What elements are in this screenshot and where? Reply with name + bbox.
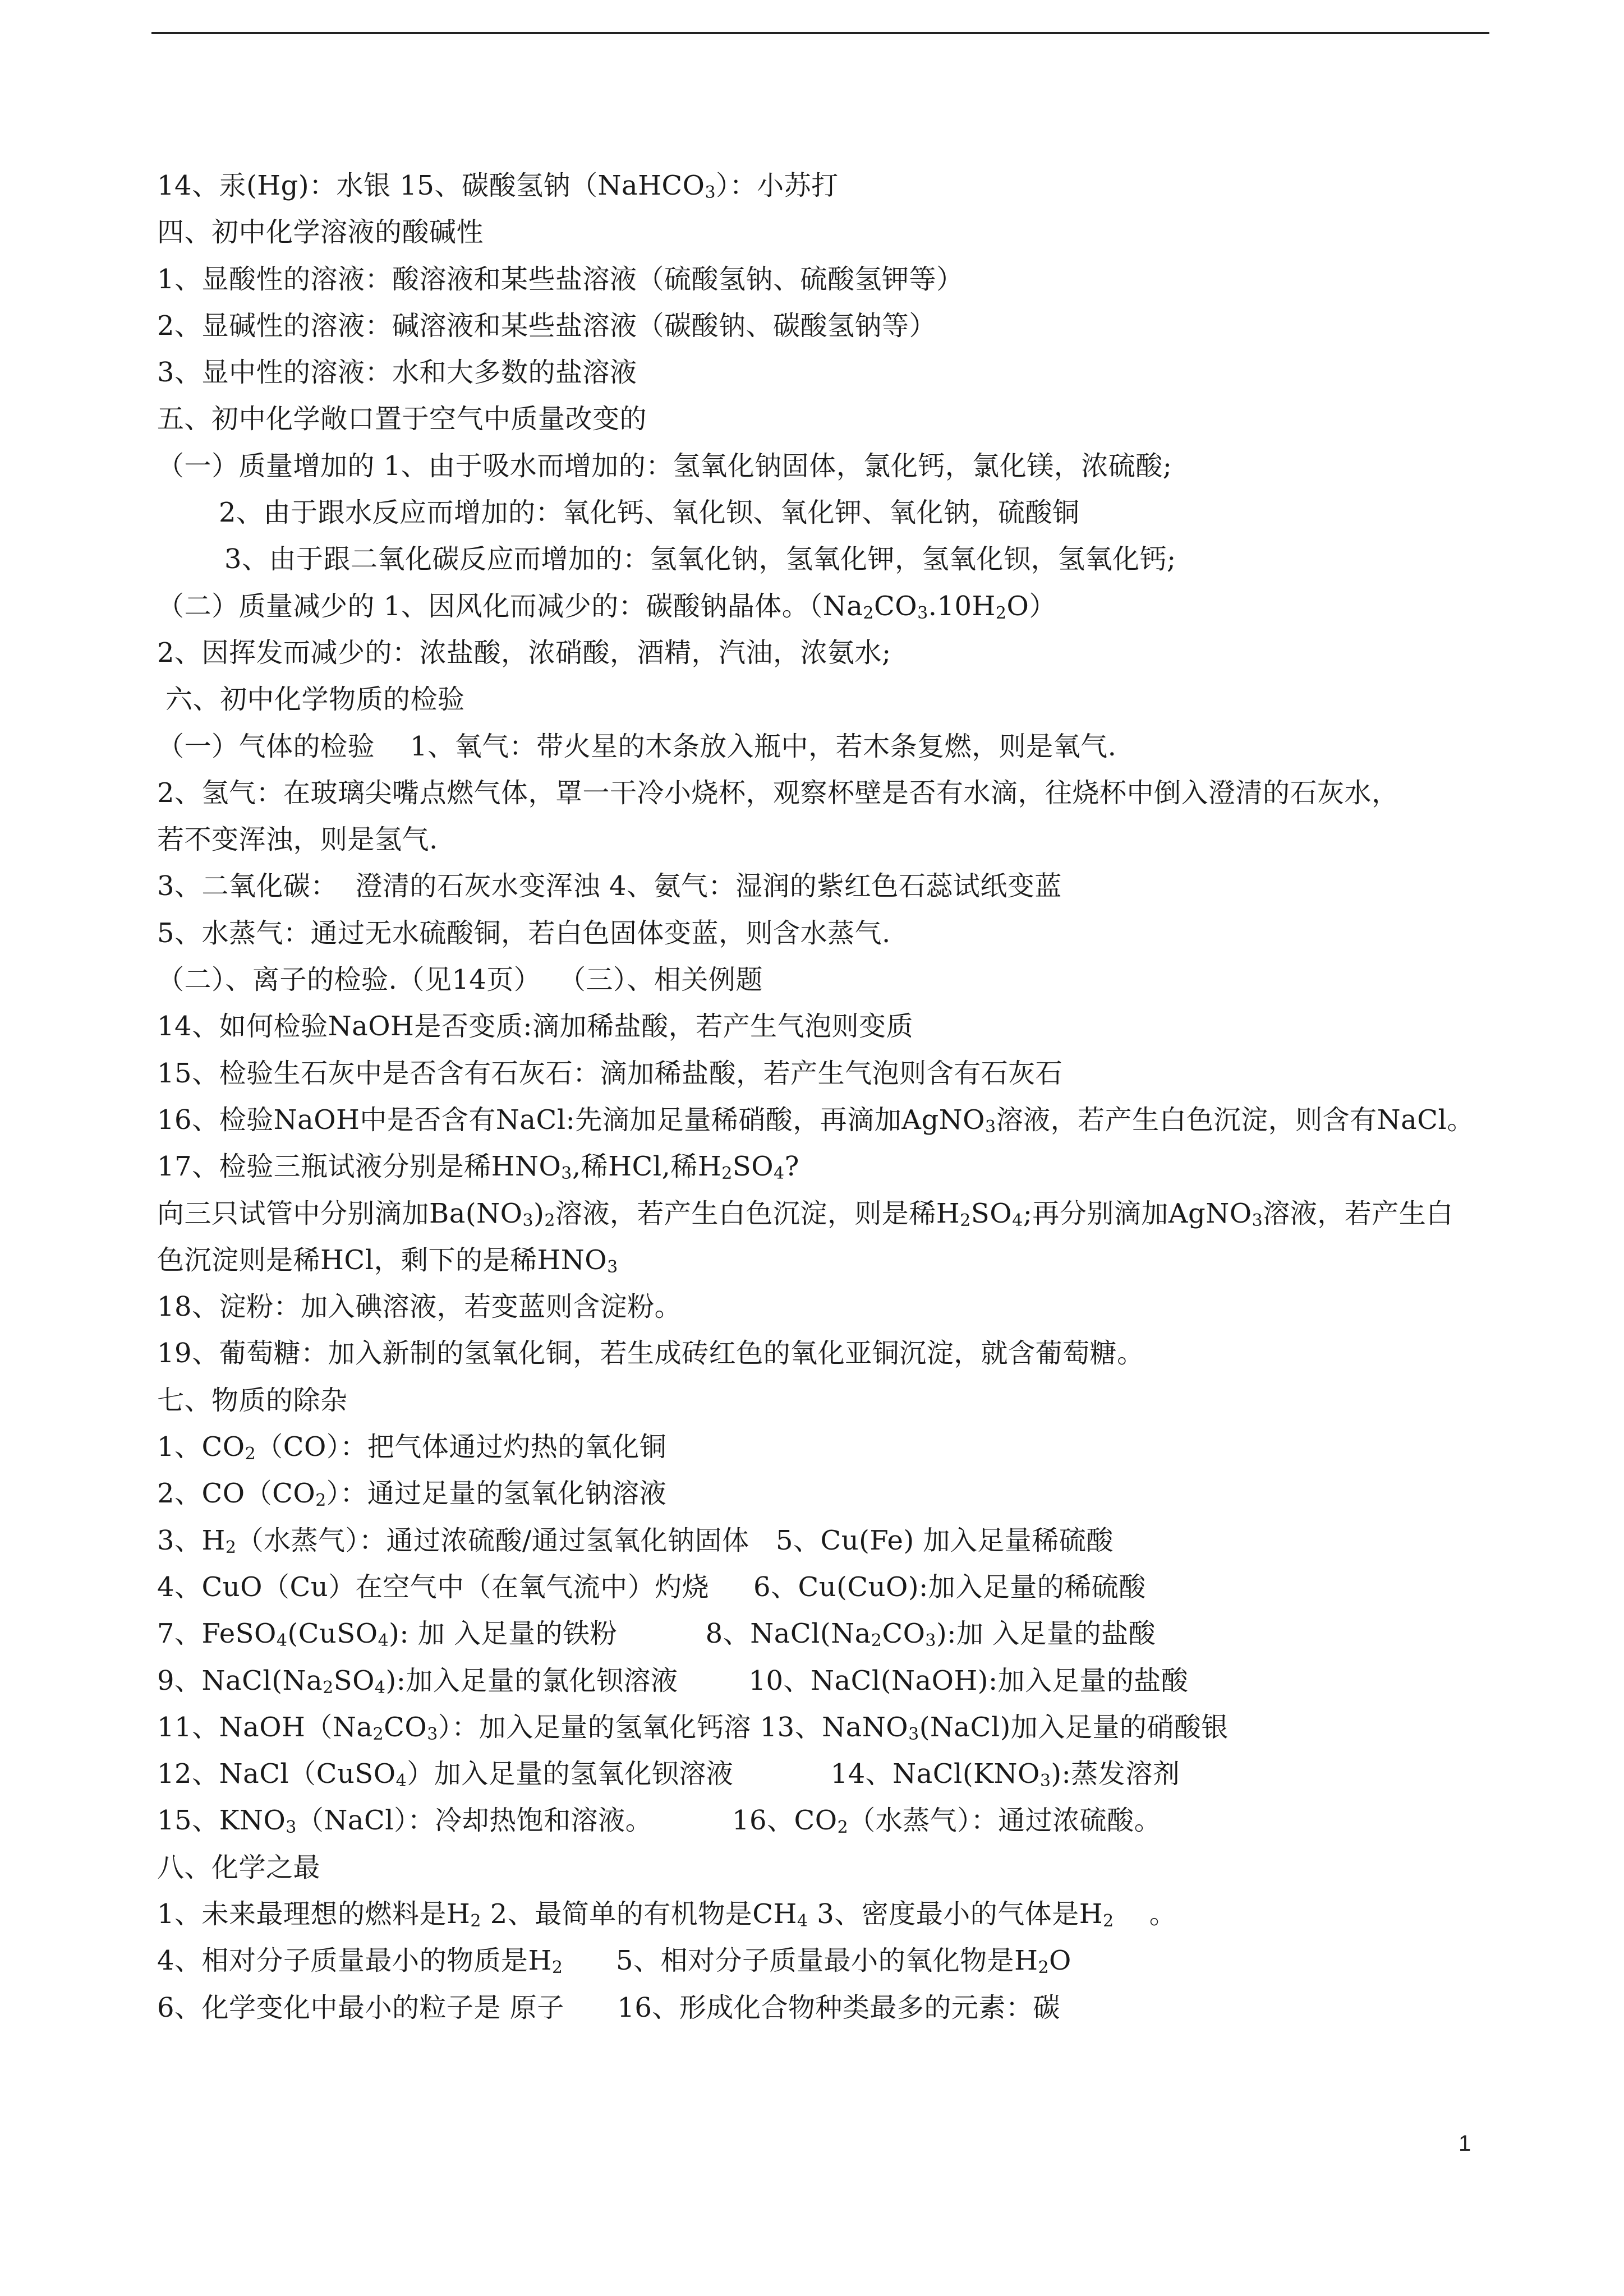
text-line: 六、初中化学物质的检验 (165, 684, 465, 716)
text-line: 15、检验生石灰中是否含有石灰石：滴加稀盐酸，若产生气泡则含有石灰石 (157, 1057, 1063, 1089)
document-body (157, 163, 1503, 2031)
text-line: 11、$NaOH(Na_2CO_3)$：加入足量的氢氧化钙溶 13、NaNO$_3$(NaCl)加入足量的硝酸银 (157, 1711, 1229, 1744)
text-line: 14、如何检验NaOH是否变质:滴加稀盐酸，若产生气泡则变质 (157, 1011, 914, 1043)
text-line: 3、显中性的溶液：水和大多数的盐溶液 (157, 357, 637, 389)
text-line: 五、初中化学敞口置于空气中质量改变的 (157, 403, 647, 435)
text-line: 八、化学之最 (157, 1851, 321, 1883)
text-line: 色沉淀则是稀HCl，剩下的是稀$HNO_3$ (157, 1244, 618, 1277)
text-line: 6、化学变化中最小的粒子是 原子 16、形成化合物种类最多的元素：碳 (157, 1991, 1060, 2023)
text-line: 1、未来最理想的燃料是$H_2$ 2、最简单的有机物是$CH_4$ 3、密度最小的气体是$H_2$ 。 (157, 1898, 1177, 1931)
text-line: 4、CuO（Cu）在空气中（在氧气流中）灼烧 6、Cu(CuO):加入足量的稀硫酸 (157, 1571, 1146, 1603)
text-line: （二）质量减少的 1、因风化而减少的：碳酸钠晶体。$(Na_2CO_3.10H_2O)$ (157, 590, 1056, 623)
text-line: 2、$CO(CO_2)$：通过足量的氢氧化钠溶液 (157, 1478, 667, 1511)
text-line: 2、因挥发而减少的：浓盐酸，浓硝酸，酒精，汽油，浓氨水; (157, 637, 891, 668)
text-line: 5、水蒸气：通过无水硫酸铜，若白色固体变蓝，则含水蒸气. (157, 917, 891, 949)
page-number: 1 (1459, 2131, 1471, 2156)
text-line: 2、由于跟水反应而增加的：氧化钙、氧化钡、氧化钾、氧化钠，硫酸铜 (219, 497, 1080, 529)
text-line: （一）质量增加的 1、由于吸水而增加的：氢氧化钠固体，氯化钙，氯化镁，浓硫酸; (157, 450, 1172, 482)
text-line: 16、检验NaOH中是否含有NaCl:先滴加足量稀硝酸，再滴加AgNO$_3$溶液，若产生白色沉淀，则含有NaCl。 (157, 1104, 1474, 1137)
text-line: 9、$NaCl(Na_2SO_4)$:加入足量的氯化钡溶液 10、NaCl(NaOH):加入足量的盐酸 (157, 1665, 1189, 1698)
text-line: 4、相对分子质量最小的物质是$H_2$ 5、相对分子质量最小的氧化物是$H_2O$ (157, 1945, 1071, 1978)
text-line: 7、FeSO$_4$(CuSO$_4$): 加 入足量的铁粉 8、$NaCl(Na_2CO_3)$:加 入足量的盐酸 (157, 1618, 1156, 1651)
text-line: 12、NaCl（CuSO$_4$）加入足量的氢氧化钡溶液 14、$NaCl(KNO_3)$:蒸发溶剂 (157, 1758, 1180, 1791)
text-line: （一）气体的检验 1、氧气：带火星的木条放入瓶中，若木条复燃，则是氧气. (157, 730, 1117, 762)
text-line: 1、显酸性的溶液：酸溶液和某些盐溶液（硫酸氢钠、硫酸氢钾等） (157, 263, 964, 295)
text-line: 2、氢气：在玻璃尖嘴点燃气体，罩一干冷小烧杯，观察杯壁是否有水滴，往烧杯中倒入澄清的石灰水， (157, 777, 1399, 809)
text-line: 19、葡萄糖：加入新制的氢氧化铜，若生成砖红色的氧化亚铜沉淀，就含葡萄糖。 (157, 1338, 1144, 1370)
text-line: 15、$KNO_3(NaCl)$：冷却热饱和溶液。 16、$CO_2$（水蒸气）：通过浓硫酸。 (157, 1805, 1162, 1838)
text-line: 3、二氧化碳： 澄清的石灰水变浑浊 4、氨气：湿润的紫红色石蕊试纸变蓝 (157, 870, 1062, 902)
text-line: （二）、离子的检验.（见14页） （三）、相关例题 (157, 964, 763, 996)
text-line: 若不变浑浊，则是氢气. (157, 824, 438, 856)
text-line: 3、由于跟二氧化碳反应而增加的：氢氧化钠，氢氧化钾，氢氧化钡，氢氧化钙; (224, 543, 1176, 575)
text-line: 17、检验三瓶试液分别是稀$HNO_3$,稀HCl,稀$H_2SO_4$? (157, 1151, 799, 1184)
text-line: 18、淀粉：加入碘溶液，若变蓝则含淀粉。 (157, 1291, 682, 1323)
text-line: 四、初中化学溶液的酸碱性 (157, 216, 484, 248)
header-rule (151, 32, 1489, 34)
text-line: 14、汞(Hg)：水银 15、碳酸氢钠（NaHCO$_3$）：小苏打 (157, 170, 839, 202)
text-line: 2、显碱性的溶液：碱溶液和某些盐溶液（碳酸钠、碳酸氢钠等） (157, 310, 937, 342)
text-line: 七、物质的除杂 (157, 1384, 348, 1416)
text-line: 向三只试管中分别滴加$Ba(NO_3)_2$溶液，若产生白色沉淀，则是稀$H_2SO_4$;再分别滴加AgNO$_3$溶液，若产生白 (157, 1197, 1453, 1230)
text-line: 1、$CO_2(CO)$：把气体通过灼热的氧化铜 (157, 1431, 667, 1464)
text-line: 3、$H_2$（水蒸气）：通过浓硫酸/通过氢氧化钠固体 5、Cu(Fe) 加入足量稀硫酸 (157, 1524, 1114, 1557)
